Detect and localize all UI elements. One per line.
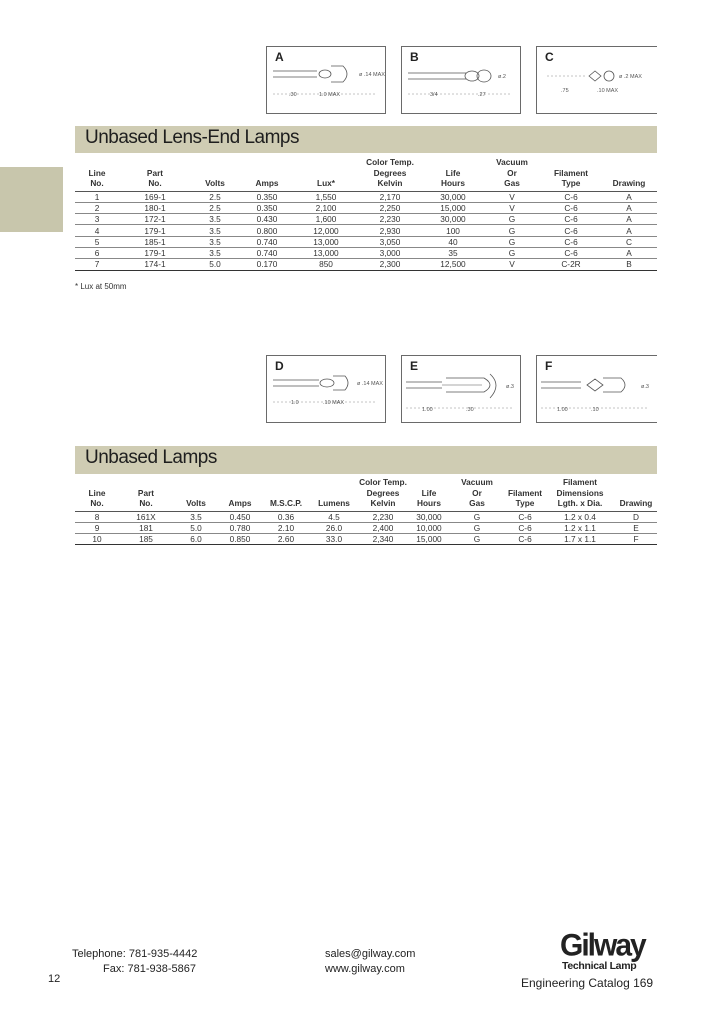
lens-end-table-cell: 180-1: [144, 202, 166, 213]
unbased-header-text: Life: [421, 487, 437, 498]
drawing-d-dim-3: 1.0: [291, 400, 299, 406]
lens-end-table-cell: 0.740: [256, 248, 278, 259]
lens-end-table-cell: G: [508, 236, 516, 247]
drawing-b-dim-3: .27: [478, 92, 486, 98]
lens-end-header-cell: [541, 157, 601, 191]
lens-end-table-cell: 0.350: [256, 191, 278, 202]
unbased-header-text: Amps: [228, 498, 252, 508]
lens-end-table-cell: A: [626, 214, 632, 225]
unbased-table-cell: C-6: [518, 534, 532, 545]
unbased-table-cell: 33.0: [325, 534, 343, 545]
lens-end-table-cell: V: [509, 191, 515, 202]
unbased-header-cell: [545, 477, 615, 511]
unbased-table-row: [75, 511, 657, 522]
drawing-b-label: B: [410, 50, 419, 64]
gilway-logo: Gilway: [560, 928, 645, 963]
unbased-table-cell: 2,230: [372, 511, 394, 522]
lens-end-table-row: [75, 214, 657, 225]
drawing-f-dim-2: .10: [591, 407, 599, 413]
fax-label: Fax:: [103, 963, 125, 975]
lens-end-header-cell: [191, 157, 239, 191]
unbased-table-cell: 2.60: [277, 534, 295, 545]
unbased-table-cell: 185: [139, 534, 153, 545]
lens-end-table-cell: 2.5: [209, 191, 221, 202]
lens-end-header-text: Drawing: [612, 178, 646, 188]
lens-end-table-cell: 2,170: [379, 191, 401, 202]
lens-end-header-text: Degrees: [373, 167, 407, 178]
unbased-header-cell: [261, 477, 311, 511]
drawing-b-figure: [402, 47, 522, 115]
drawing-a-figure: [267, 47, 387, 115]
drawing-e-label: E: [410, 359, 419, 373]
lens-end-header-text: No.: [90, 178, 104, 188]
lens-end-header-cell: [119, 157, 191, 191]
unbased-header-text: Vacuum: [461, 477, 493, 487]
lens-end-table-cell: 0.170: [256, 259, 278, 270]
unbased-table-cell: 5.0: [190, 522, 202, 533]
section-title-lens-end: Unbased Lens-End Lamps: [85, 127, 299, 148]
unbased-header-text: Degrees: [366, 487, 400, 498]
lens-end-table-cell: A: [626, 191, 632, 202]
lens-end-table-cell: 2,250: [379, 202, 401, 213]
lens-end-header-cell: [423, 157, 483, 191]
drawing-d-dim-1: ø .14 MAX: [357, 381, 383, 387]
unbased-table-cell: C-6: [518, 522, 532, 533]
lens-end-table-cell: 3: [94, 214, 100, 225]
unbased-header-text: Hours: [417, 498, 441, 508]
drawing-e-figure: [402, 356, 522, 424]
unbased-table-cell: 3.5: [190, 511, 202, 522]
unbased-header-text: Part: [137, 487, 155, 498]
lens-end-table-cell: 185-1: [144, 236, 166, 247]
lens-end-header-text: Gas: [504, 178, 520, 188]
unbased-table-row: [75, 522, 657, 533]
lens-end-table-cell: C-6: [564, 191, 578, 202]
unbased-header-text: Gas: [469, 498, 485, 508]
unbased-table-cell: 2,340: [372, 534, 394, 545]
lens-end-header-text: Kelvin: [377, 178, 403, 188]
lens-end-table-cell: C-6: [564, 225, 578, 236]
lens-end-table-row: [75, 247, 657, 258]
telephone-label: Telephone:: [72, 948, 126, 960]
lens-end-header-text: Lux*: [317, 178, 335, 188]
unbased-table-cell: 1.2 x 0.4: [564, 511, 596, 522]
unbased-header-cell: [311, 477, 357, 511]
fax-line: [103, 963, 196, 975]
lens-end-table-cell: 179-1: [144, 248, 166, 259]
lens-end-table-cell: 1: [94, 191, 100, 202]
unbased-header-text: Volts: [186, 498, 206, 508]
unbased-table-cell: E: [633, 522, 639, 533]
unbased-header-text: Or: [472, 487, 482, 498]
unbased-table-cell: 2.10: [277, 522, 295, 533]
drawing-f-figure: [537, 356, 658, 424]
lens-end-table-cell: 3.5: [209, 236, 221, 247]
drawing-f-dim-1: ø.3: [641, 384, 649, 390]
unbased-header-text: Dimensions: [556, 487, 604, 498]
lens-end-header-text: Amps: [255, 178, 279, 188]
unbased-table-cell: 1.2 x 1.1: [564, 522, 596, 533]
drawing-a-dim-3: 1.0 MAX: [319, 92, 341, 98]
telephone-line: [72, 948, 197, 960]
lens-end-table-cell: V: [509, 202, 515, 213]
lens-end-header-cell: [483, 157, 541, 191]
unbased-table-cell: 10,000: [416, 522, 442, 533]
unbased-header-text: M.S.C.P.: [269, 498, 303, 508]
lens-end-table-cell: 2,300: [379, 259, 401, 270]
lens-end-header-row: [75, 157, 657, 191]
drawing-c-dim-2: .10 MAX: [597, 88, 619, 94]
lens-end-header-text: No.: [148, 178, 162, 188]
lens-end-table-row: [75, 259, 657, 270]
drawing-c: [536, 46, 657, 114]
lens-end-header-text: Vacuum: [496, 157, 528, 167]
side-tab: [0, 167, 63, 232]
unbased-header-cell: [449, 477, 505, 511]
lens-end-header-text: Life: [445, 167, 461, 178]
lens-end-table-cell: C-6: [564, 202, 578, 213]
drawing-a-label: A: [275, 50, 284, 64]
unbased-table-cell: G: [473, 522, 481, 533]
lens-end-table-cell: A: [626, 248, 632, 259]
lens-end-table-row: [75, 236, 657, 247]
section-title-bar-unbased: [75, 446, 657, 474]
unbased-table-cell: 6.0: [190, 534, 202, 545]
lens-end-table-cell: 15,000: [440, 202, 466, 213]
lens-end-table-cell: 850: [319, 259, 333, 270]
drawing-b-dim-2: 3/4: [430, 92, 438, 98]
unbased-header-cell: [173, 477, 219, 511]
lens-end-table-cell: 3.5: [209, 225, 221, 236]
drawing-d-dim-2: .10 MAX: [323, 400, 345, 406]
drawing-e-dim-1: ø.3: [506, 384, 514, 390]
drawing-d-figure: [267, 356, 387, 424]
lens-end-header-cell: [295, 157, 357, 191]
unbased-header-text: Line: [88, 487, 106, 498]
unbased-table-cell: 2,400: [372, 522, 394, 533]
lens-end-header-text: Filament: [553, 167, 589, 178]
lens-end-table-cell: 172-1: [144, 214, 166, 225]
unbased-table-cell: G: [473, 511, 481, 522]
lens-end-table-cell: 2,930: [379, 225, 401, 236]
lens-end-table-cell: C-6: [564, 236, 578, 247]
lens-end-table-cell: 13,000: [313, 248, 339, 259]
lens-end-table-cell: V: [509, 259, 515, 270]
unbased-table-cell: 10: [92, 534, 102, 545]
unbased-header-cell: [75, 477, 119, 511]
drawing-c-figure: [537, 47, 658, 115]
lens-end-table-cell: 3,000: [379, 248, 401, 259]
section-title-unbased: Unbased Lamps: [85, 447, 217, 468]
unbased-table-cell: 30,000: [416, 511, 442, 522]
lens-end-table-cell: G: [508, 248, 516, 259]
lens-end-table-row: [75, 225, 657, 236]
lens-end-table-cell: 2,230: [379, 214, 401, 225]
unbased-lamps-table: [75, 477, 657, 545]
lens-end-table-cell: 7: [94, 259, 100, 270]
lens-end-table-cell: G: [508, 214, 516, 225]
lens-end-table-cell: 0.430: [256, 214, 278, 225]
catalog-title: Engineering Catalog 169: [521, 976, 654, 990]
drawing-e-dim-2: 1.00: [422, 407, 433, 413]
lens-end-table-cell: A: [626, 225, 632, 236]
unbased-table-cell: 26.0: [325, 522, 343, 533]
drawing-a-dim-1: ø .14 MAX: [359, 72, 385, 78]
lux-footnote: * Lux at 50mm: [75, 282, 127, 291]
drawing-b: [401, 46, 521, 114]
unbased-header-text: No.: [139, 498, 153, 508]
unbased-header-text: Kelvin: [370, 498, 396, 508]
drawing-f-label: F: [545, 359, 553, 373]
lens-end-header-text: Or: [507, 167, 517, 178]
drawing-c-label: C: [545, 50, 554, 64]
lens-end-table-cell: C: [626, 236, 632, 247]
lens-end-table-cell: 30,000: [440, 214, 466, 225]
unbased-header-cell: [615, 477, 657, 511]
unbased-table-cell: 181: [139, 522, 153, 533]
lens-end-table-cell: 5.0: [209, 259, 221, 270]
lens-end-table-cell: 1,550: [315, 191, 337, 202]
unbased-table-cell: 0.36: [277, 511, 295, 522]
unbased-header-row: [75, 477, 657, 511]
lens-end-header-cell: [75, 157, 119, 191]
unbased-table-cell: 0.450: [229, 511, 251, 522]
lens-end-table-cell: 179-1: [144, 225, 166, 236]
unbased-table-row: [75, 534, 657, 545]
drawing-c-dim-1: ø .2 MAX: [619, 74, 642, 80]
lens-end-table-cell: G: [508, 225, 516, 236]
section-title-bar-lens-end: [75, 126, 657, 153]
lens-end-table-cell: 174-1: [144, 259, 166, 270]
lens-end-table-cell: 1,600: [315, 214, 337, 225]
lens-end-table-cell: 169-1: [144, 191, 166, 202]
unbased-header-text: Lgth. x Dia.: [557, 498, 603, 508]
unbased-header-cell: [505, 477, 545, 511]
unbased-table-cell: F: [633, 534, 639, 545]
lens-end-table-row: [75, 202, 657, 213]
drawing-f: [536, 355, 657, 423]
unbased-header-text: Type: [515, 498, 535, 508]
lens-end-table-cell: 6: [94, 248, 100, 259]
unbased-header-cell: [357, 477, 409, 511]
unbased-header-text: Drawing: [619, 498, 653, 508]
unbased-header-cell: [119, 477, 173, 511]
unbased-header-cell: [219, 477, 261, 511]
gilway-logo-subtitle: Technical Lamp: [562, 960, 637, 972]
drawing-c-dim-3: .75: [561, 88, 569, 94]
lens-end-table-cell: 30,000: [440, 191, 466, 202]
lens-end-lamps-table: [75, 157, 657, 271]
lens-end-table-cell: C-6: [564, 214, 578, 225]
lens-end-header-text: Line: [88, 167, 106, 178]
lens-end-table-cell: 0.800: [256, 225, 278, 236]
lens-end-table-cell: 4: [94, 225, 100, 236]
unbased-table-cell: 15,000: [416, 534, 442, 545]
unbased-table-cell: G: [473, 534, 481, 545]
page-number: 12: [48, 973, 61, 985]
unbased-table-cell: 161X: [136, 511, 156, 522]
unbased-table-cell: 4.5: [328, 511, 340, 522]
drawing-a-dim-2: .30: [289, 92, 297, 98]
lens-end-header-text: Hours: [441, 178, 465, 188]
unbased-table-cell: 1.7 x 1.1: [564, 534, 596, 545]
unbased-header-cell: [409, 477, 449, 511]
fax-number: 781-938-5867: [127, 963, 196, 975]
lens-end-table-cell: 5: [94, 236, 100, 247]
lens-end-table-cell: 13,000: [313, 236, 339, 247]
unbased-header-text: No.: [90, 498, 104, 508]
lens-end-table-cell: 2: [94, 202, 100, 213]
unbased-header-text: Filament: [507, 487, 543, 498]
drawing-f-dim-3: 1.00: [557, 407, 568, 413]
lens-end-table-cell: 100: [446, 225, 460, 236]
lens-end-header-text: Volts: [205, 178, 225, 188]
drawing-e: [401, 355, 521, 423]
lens-end-table-cell: 35: [448, 248, 458, 259]
unbased-header-text: Color Temp.: [359, 477, 407, 487]
lens-end-table-cell: 12,000: [313, 225, 339, 236]
lens-end-table-row: [75, 191, 657, 202]
lens-end-header-text: Part: [146, 167, 164, 178]
unbased-table-cell: 9: [94, 522, 100, 533]
email-link[interactable]: sales@gilway.com: [325, 948, 416, 960]
lens-end-table-cell: A: [626, 202, 632, 213]
lens-end-table-cell: 3,050: [379, 236, 401, 247]
lens-end-table-cell: C-2R: [561, 259, 581, 270]
lens-end-header-cell: [601, 157, 657, 191]
unbased-table-cell: C-6: [518, 511, 532, 522]
drawing-b-dim-1: ø.2: [498, 74, 506, 80]
unbased-table-cell: 0.850: [229, 534, 251, 545]
lens-end-header-text: Color Temp.: [366, 157, 414, 167]
lens-end-header-cell: [239, 157, 295, 191]
lens-end-table-cell: C-6: [564, 248, 578, 259]
drawing-e-dim-3: .30: [466, 407, 474, 413]
lens-end-table-cell: 2,100: [315, 202, 337, 213]
lens-end-table-cell: B: [626, 259, 632, 270]
drawing-a: [266, 46, 386, 114]
drawing-d: [266, 355, 386, 423]
telephone-number[interactable]: 781-935-4442: [128, 948, 198, 960]
lens-end-table-cell: 3.5: [209, 248, 221, 259]
unbased-header-text: Filament: [562, 477, 598, 487]
lens-end-table-cell: 12,500: [440, 259, 466, 270]
lens-end-table-cell: 2.5: [209, 202, 221, 213]
drawing-d-label: D: [275, 359, 284, 373]
website-link[interactable]: www.gilway.com: [325, 963, 405, 975]
unbased-header-text: Lumens: [318, 498, 350, 508]
unbased-table-cell: D: [633, 511, 639, 522]
lens-end-header-cell: [357, 157, 423, 191]
unbased-table-cell: 0.780: [229, 522, 251, 533]
lens-end-table-cell: 3.5: [209, 214, 221, 225]
lens-end-header-text: Type: [561, 178, 581, 188]
unbased-table-cell: 8: [94, 511, 100, 522]
lens-end-table-cell: 0.740: [256, 236, 278, 247]
lens-end-table-cell: 40: [448, 236, 458, 247]
lens-end-table-cell: 0.350: [256, 202, 278, 213]
